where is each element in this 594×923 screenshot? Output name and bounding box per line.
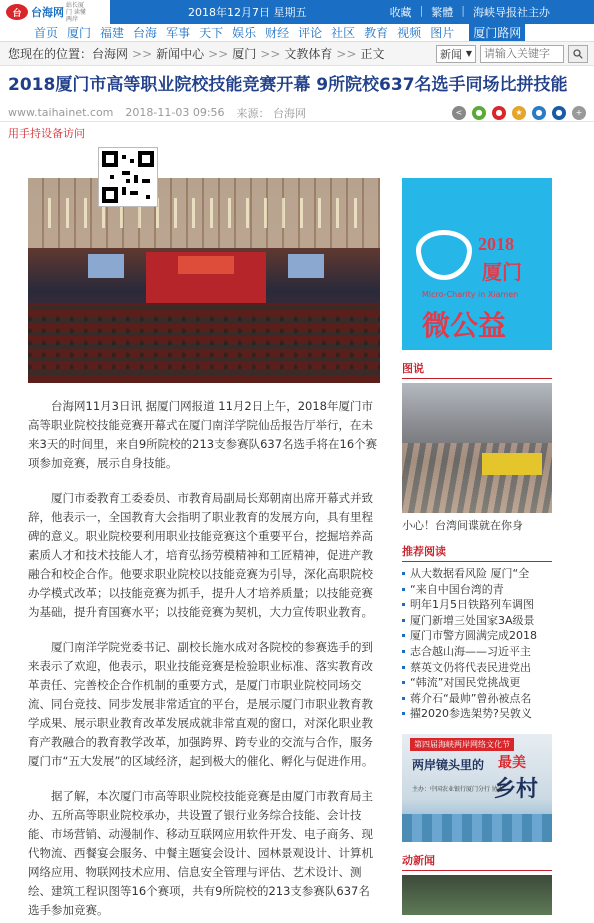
logo-tagline: 站长厦门 读懂两岸 bbox=[66, 1, 86, 23]
current-date: 2018年12月7日 星期五 bbox=[188, 6, 307, 19]
breadcrumb-item[interactable]: 新闻中心 bbox=[156, 47, 205, 61]
photo-side-screen bbox=[88, 254, 124, 278]
nav-item-community[interactable]: 社区 bbox=[331, 26, 356, 40]
list-item[interactable]: “来自中国台湾的青 bbox=[402, 582, 552, 598]
nav-item-military[interactable]: 军事 bbox=[166, 26, 191, 40]
qr-code-icon bbox=[102, 151, 154, 203]
list-item[interactable]: 厦门市警方圆满完成2018 bbox=[402, 628, 552, 644]
pic-section-title: 图说 bbox=[402, 360, 552, 379]
village-ad-line2: 最美 bbox=[498, 754, 526, 771]
bus-shape bbox=[482, 453, 542, 475]
source-info bbox=[237, 105, 307, 121]
top-links bbox=[390, 4, 550, 20]
site-logo[interactable] bbox=[0, 0, 110, 24]
divider: | bbox=[461, 4, 465, 17]
search-button[interactable] bbox=[568, 45, 588, 63]
nav-item-opinion[interactable]: 评论 bbox=[298, 26, 323, 40]
weibo-icon[interactable]: ● bbox=[492, 106, 506, 120]
list-item[interactable]: 厦门新增三处国家3A级景 bbox=[402, 613, 552, 629]
pic-story-image[interactable] bbox=[402, 383, 552, 513]
photo-lights bbox=[48, 198, 358, 228]
charity-ad-city: 厦门 bbox=[482, 260, 522, 284]
village-ad-sponsor: 主办：中国农业银行厦门分行 协办 bbox=[412, 785, 504, 793]
recommended-title: 推荐阅读 bbox=[402, 543, 552, 562]
photo-audience bbox=[28, 313, 380, 373]
nav-item-fujian[interactable]: 福建 bbox=[100, 26, 125, 40]
article-photo bbox=[28, 178, 380, 383]
main-nav bbox=[0, 24, 594, 42]
breadcrumb-item[interactable]: 厦门 bbox=[232, 47, 257, 61]
qr-code bbox=[98, 147, 158, 207]
logo-mark: 台 bbox=[6, 4, 28, 20]
article-body bbox=[28, 178, 380, 920]
water-scene bbox=[402, 814, 552, 842]
nav-item-finance[interactable]: 财经 bbox=[265, 26, 290, 40]
qzone-icon[interactable]: ★ bbox=[512, 106, 526, 120]
nav-item-video[interactable]: 视频 bbox=[397, 26, 422, 40]
nav-item-xiamen[interactable]: 厦门 bbox=[67, 26, 92, 40]
logo-text: 台海网 bbox=[31, 7, 64, 19]
traditional-chinese-link[interactable]: 繁體 bbox=[431, 6, 454, 19]
heart-logo-icon bbox=[416, 230, 472, 280]
breadcrumb bbox=[0, 42, 594, 66]
nav-item-education[interactable]: 教育 bbox=[364, 26, 389, 40]
share-icon[interactable]: < bbox=[452, 106, 466, 120]
article-paragraph: 厦门南洋学院党委书记、副校长施水成对各院校的参赛选手的到来表示了欢迎，他表示，职业技能竞赛是检验职业标准、落实教育改革责任、完善校企合作机制的重要方式，是厦门市职业院校同场交流、同台竞技、同步发展非常适宜的平台，是展示厦门市职业教育教学成果、展示职业教育改革发展成就非常直观的窗口，对深化职业教育产教融合的教育教学改革，加强跨界、跨专业的交流与合作，服务厦门市“五大发展”的区域经济，起到极大的催化、孵化与促进作用。 bbox=[28, 640, 374, 768]
mobile-access-link[interactable]: 用手持设备访问 bbox=[8, 127, 85, 140]
list-item[interactable]: 从大数据看风险 厦门“全 bbox=[402, 566, 552, 582]
article-paragraph: 厦门市委教育工委委员、市教育局副局长郑朝南出席开幕式并致辞，他表示一，全国教育大会指明了职业教育的发展方向，具有里程碑的意义。职业院校要利用职业技能竞赛这个重要平台，挖掘培养高素质人才和技术技能人才，培育弘扬劳模精神和工匠精神，促进产教融合和校企合作。他要求职业院校以技能竞赛为引导，深化高职院校办学模式改革；以技能竞赛为抓手，提升人才培养质量；以技能竞赛为基础，提升育国赛水平；以技能竞赛为契机，大力宣传职业教育。 bbox=[28, 491, 373, 619]
article-title: 2018厦门市高等职业院校技能竞赛开幕 9所院校637名选手同场比拼技能 bbox=[8, 75, 568, 95]
nav-item-road-network[interactable]: 厦门路网 bbox=[469, 24, 525, 41]
video-thumbnail[interactable] bbox=[402, 875, 552, 915]
village-ad[interactable] bbox=[402, 734, 552, 842]
article-paragraph: 据了解，本次厦门市高等职业院校技能竞赛是由厦门市教育局主办、五所高等职业院校承办，共设置了银行业务综合技能、会计技能、市场营销、动漫制作、移动互联网应用软件开发、电子商务、现代物流、西餐宴会服务、中餐主题宴会设计、园林景观设计、计算机网络应用、物联网技术应用、信息安全管理与评估、艺术设计、测绘、建筑工程识图等16个赛项，共有9所院校的213支参赛队637名选手参加竞赛。 bbox=[28, 789, 373, 917]
pic-caption[interactable]: 小心！台湾间谍就在你身 bbox=[402, 519, 523, 532]
search-category-value: 新闻 bbox=[440, 47, 462, 61]
nav-item-entertainment[interactable]: 娱乐 bbox=[232, 26, 257, 40]
share-buttons bbox=[452, 106, 586, 120]
chevron-down-icon: ▼ bbox=[465, 49, 472, 58]
more-share-icon[interactable]: + bbox=[572, 106, 586, 120]
breadcrumb-current: 正文 bbox=[360, 47, 385, 61]
list-item[interactable]: 志合越山海——习近平主 bbox=[402, 644, 552, 660]
source-value: 台海网 bbox=[273, 106, 307, 120]
list-item[interactable]: 蔡英文仍将代表民进党出 bbox=[402, 660, 552, 676]
tencent-weibo-icon[interactable]: ● bbox=[532, 106, 546, 120]
breadcrumb-item[interactable]: 台海网 bbox=[92, 47, 129, 61]
chevron-right-icon: >> bbox=[260, 46, 281, 61]
article-paragraph: 台海网11月3日讯 据厦门网报道 11月2日上午，2018年厦门市高等职业院校技能竞赛开幕式在厦门南洋学院仙岳报告厅举行，在未来3天的时间里，来自9所院校的213支参赛队637名选手将在16个赛项参加竞赛，展示自身技能。 bbox=[28, 399, 378, 470]
breadcrumb-prefix: 您现在的位置： bbox=[8, 47, 93, 61]
nav-item-home[interactable]: 首页 bbox=[34, 26, 59, 40]
chevron-right-icon: >> bbox=[208, 46, 229, 61]
breadcrumb-item[interactable]: 文教体育 bbox=[284, 47, 333, 61]
charity-ad-english: Micro-Charity in Xiamen bbox=[422, 290, 519, 299]
village-ad-banner: 第四届海峡两岸网络文化节 bbox=[410, 738, 514, 751]
charity-ad-year: 2018 bbox=[478, 234, 514, 254]
chevron-right-icon: >> bbox=[336, 46, 357, 61]
search-icon bbox=[573, 49, 583, 59]
charity-ad[interactable] bbox=[402, 178, 552, 350]
source-url: www.taihainet.com bbox=[8, 106, 114, 119]
village-ad-line3: 乡村 bbox=[494, 776, 539, 802]
list-item[interactable]: “韩流”对国民党挑战更 bbox=[402, 675, 552, 691]
source-label: 来源： bbox=[236, 106, 270, 120]
search-area bbox=[436, 45, 588, 63]
bookmark-link[interactable]: 收藏 bbox=[389, 6, 412, 19]
village-ad-line1: 两岸镜头里的 bbox=[412, 757, 485, 772]
nav-item-world[interactable]: 天下 bbox=[199, 26, 224, 40]
photo-side-screen bbox=[288, 254, 324, 278]
sidebar bbox=[402, 178, 552, 915]
charity-ad-title: 微公益 bbox=[422, 309, 507, 342]
recommended-list bbox=[402, 566, 552, 722]
list-item[interactable]: 蒋介石“最帅”曾孙被点名 bbox=[402, 691, 552, 707]
search-input[interactable] bbox=[480, 45, 564, 63]
top-bar bbox=[0, 0, 594, 24]
list-item[interactable]: 明年1月5日铁路列车调图 bbox=[402, 597, 552, 613]
photo-stage-screen bbox=[178, 256, 234, 274]
chevron-right-icon: >> bbox=[132, 46, 153, 61]
search-category-select[interactable] bbox=[436, 45, 476, 63]
renren-icon[interactable]: ● bbox=[552, 106, 566, 120]
publish-datetime: 2018-11-03 09:56 bbox=[125, 106, 225, 119]
video-news-title: 动新闻 bbox=[402, 852, 552, 871]
nav-item-taihai[interactable]: 台海 bbox=[133, 26, 158, 40]
publisher-link[interactable]: 海峡导报社主办 bbox=[473, 6, 550, 19]
divider: | bbox=[419, 4, 424, 17]
list-item[interactable]: 擢2020参选架势?吴敦义 bbox=[402, 706, 552, 722]
wechat-icon[interactable]: ● bbox=[472, 106, 486, 120]
nav-item-pictures[interactable]: 图片 bbox=[430, 26, 455, 40]
article-meta bbox=[0, 96, 594, 122]
